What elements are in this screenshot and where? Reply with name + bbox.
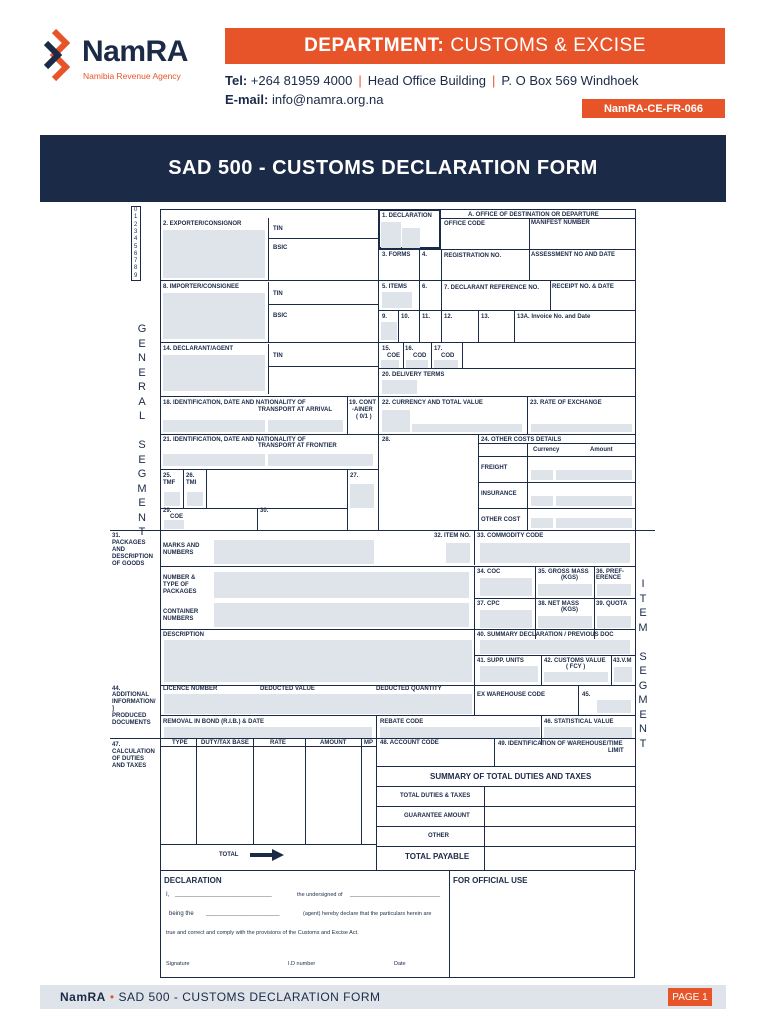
declarant-input[interactable] (163, 355, 265, 391)
vm-input[interactable] (614, 667, 632, 682)
segment-letter: E (639, 665, 647, 677)
f44-label-3: INFORMATION/ (112, 699, 156, 705)
currency-col-label: Currency (533, 447, 560, 453)
department-label: DEPARTMENT: (304, 35, 445, 56)
logo-name: NamRA (82, 35, 188, 68)
decl-line1-start: I, (166, 892, 170, 898)
copy-number: 1 (134, 214, 138, 221)
f12-label: 12. (444, 314, 453, 320)
copy-number: 6 (134, 250, 138, 257)
transport-frontier-id-input[interactable] (163, 454, 265, 466)
f36-label-2: ERENCE (596, 575, 622, 581)
transport-frontier-nat-input[interactable] (268, 454, 373, 466)
footer-title: SAD 500 - CUSTOMS DECLARATION FORM (118, 990, 381, 1004)
f20-label: 20. DELIVERY TERMS (382, 372, 445, 378)
segment-letter: R (138, 381, 146, 393)
type-col-label: TYPE (172, 740, 188, 746)
item-no-input[interactable] (446, 543, 470, 563)
f38-label-2: (KGS) (561, 607, 578, 613)
transport-arrival-nat-input[interactable] (268, 420, 343, 432)
quota-input[interactable] (597, 616, 631, 628)
f18-label-2: TRANSPORT AT ARRIVAL (258, 407, 332, 413)
f10-label: 10. (401, 314, 410, 320)
tmi-input[interactable] (187, 492, 203, 506)
other-currency-input[interactable] (531, 518, 553, 528)
declaration-input-1[interactable] (381, 222, 401, 248)
f45-label: 45. (582, 692, 591, 698)
f31-label-2: PACKAGES (112, 540, 146, 546)
f22-label: 22. CURRENCY AND TOTAL VALUE (382, 400, 483, 406)
f24-label: 24. OTHER COSTS DETAILS (481, 437, 562, 443)
f35-label-2: (KGS) (561, 575, 578, 581)
num-label-1: NUMBER & (163, 575, 196, 581)
f47-label-3: OF DUTIES (112, 756, 145, 762)
exporter-tin-label: TIN (273, 226, 283, 232)
f25-label-1: 25. (163, 473, 172, 479)
segment-letter: I (641, 578, 645, 590)
total-payable-label: TOTAL PAYABLE (405, 852, 470, 861)
f23-label: 23. RATE OF EXCHANGE (530, 400, 602, 406)
segment-letter: E (639, 607, 647, 619)
total-label: TOTAL (219, 852, 239, 858)
guarantee-label: GUARANTEE AMOUNT (404, 813, 470, 819)
copy-number: 4 (134, 236, 138, 243)
insurance-currency-input[interactable] (531, 496, 553, 506)
num-label-2: TYPE OF (163, 582, 189, 588)
container-input[interactable] (214, 603, 469, 627)
freight-amount-input[interactable] (556, 470, 632, 480)
signature-label: Signature (166, 961, 190, 967)
f28-label: 28. (382, 437, 391, 443)
description-input[interactable] (164, 640, 472, 682)
f18-label-1: 18. IDENTIFICATION, DATE AND NATIONALITY OF (163, 400, 306, 406)
f29-label-2: COE (170, 514, 184, 520)
f49-label-2: LIMIT (608, 748, 624, 754)
f19-label-1: 19. CONT (349, 400, 377, 406)
item-segment-label (637, 577, 649, 751)
insurance-label: INSURANCE (481, 491, 517, 497)
segment-letter: E (138, 453, 146, 466)
segment-letter: M (137, 482, 147, 495)
segment-letter: N (138, 511, 146, 524)
importer-input[interactable] (163, 293, 265, 339)
decl-line2-end: (agent) hereby declare that the particulars herein are (303, 911, 432, 917)
f21-label-1: 21. IDENTIFICATION, DATE AND NATIONALITY OF (163, 437, 306, 443)
copy-number-column (131, 206, 141, 281)
f41-label: 41. SUPP. UNITS (477, 658, 524, 664)
email-line (225, 92, 383, 107)
exchange-rate-input[interactable] (531, 424, 632, 432)
department-value: CUSTOMS & EXCISE (450, 35, 646, 56)
cpc-input[interactable] (480, 610, 532, 628)
f19-label-3: ( 0/1 ) (356, 414, 372, 420)
f1-label: 1. DECLARATION (382, 213, 432, 219)
decl-line3: true and correct and comply with the provisions of the Customs and Excise Act. (166, 930, 359, 936)
official-use-section (450, 870, 635, 978)
f31-label-3: AND (112, 547, 125, 553)
f42-label-1: 42. CUSTOMS VALUE (544, 658, 606, 664)
f40-label: 40. SUMMARY DECLARATION / PREVIOUS DOC (477, 632, 614, 638)
f44-label-5: PRODUCED (112, 713, 147, 719)
licence-label: LICENCE NUMBER (163, 686, 218, 692)
f27-label: 27. (350, 473, 359, 479)
f13-label: 13. (481, 314, 490, 320)
summary-declaration-input[interactable] (480, 640, 630, 654)
segment-letter: S (639, 650, 647, 663)
f42-label-2: ( FCY ) (566, 664, 586, 670)
other-label: OTHER (428, 833, 449, 839)
declarant-tin-label: TIN (273, 353, 283, 359)
address-box: P. O Box 569 Windhoek (501, 73, 639, 88)
f13a-label: 13A. Invoice No. and Date (517, 314, 591, 320)
preference-input[interactable] (597, 584, 631, 596)
f44-label-6: DOCUMENTS (112, 720, 151, 726)
copy-number: 0 (134, 207, 138, 213)
f25-label-2: TMF (163, 480, 176, 486)
f14-label: 14. DECLARANT/AGENT (163, 346, 234, 352)
f44-label-1: 44. (112, 686, 121, 692)
f9-label: 9. (382, 314, 388, 320)
f9-input[interactable] (381, 322, 397, 340)
f34-label: 34. COC (477, 569, 501, 575)
declaration-heading: DECLARATION (164, 876, 222, 885)
cod16-label: COD (413, 353, 427, 359)
segment-letter: G (638, 679, 648, 692)
f39-label: 39. QUOTA (596, 601, 628, 607)
cod17-input[interactable] (434, 360, 458, 368)
num-label-3: PACKAGES (163, 589, 197, 595)
f16-label: 16. (405, 346, 414, 352)
segment-letter (136, 424, 148, 439)
segment-letter: L (138, 410, 146, 422)
rebate-label: REBATE CODE (380, 719, 424, 725)
marks-input[interactable] (214, 540, 374, 564)
contact-line: Tel: +264 81959 4000 | Head Office Building | P. O Box 569 Windhoek (225, 73, 639, 88)
f11-label: 11. (422, 314, 431, 320)
f4-label: 4. (422, 252, 428, 258)
f46-label: 46. STATISTICAL VALUE (544, 719, 614, 725)
namra-logo (40, 25, 220, 85)
segment-letter: E (138, 366, 146, 379)
logo-subtitle: Namibia Revenue Agency (83, 71, 181, 81)
copy-number: 5 (134, 243, 138, 250)
segment-letter: G (137, 468, 147, 480)
cod16-input[interactable] (406, 360, 428, 368)
segment-letter: S (138, 439, 146, 451)
packages-input[interactable] (214, 572, 469, 598)
assessment-label: ASSESSMENT NO AND DATE (531, 252, 616, 258)
f2-label: 2. EXPORTER/CONSIGNOR (163, 221, 242, 227)
f27-input[interactable] (350, 484, 374, 508)
description-label: DESCRIPTION (163, 632, 205, 638)
ex-warehouse-label: EX WAREHOUSE CODE (477, 692, 546, 698)
f26-label-2: TMI (186, 480, 197, 486)
tel-value: +264 81959 4000 (250, 73, 353, 88)
delivery-terms-input[interactable] (382, 380, 417, 394)
f6-label: 6. (422, 284, 428, 290)
f35-label-1: 35. GROSS MASS (538, 569, 589, 575)
form-reference-badge: NamRA-CE-FR-066 (582, 99, 725, 118)
importer-tin-label: TIN (273, 291, 283, 297)
footer-brand: NamRA (60, 990, 106, 1004)
f38-label-1: 38. NET MASS (538, 601, 580, 607)
copy-number: 9 (134, 272, 138, 279)
mp-col-label: MP (364, 740, 373, 746)
f31-label-1: 31. (112, 533, 121, 539)
coe-input[interactable] (381, 360, 399, 368)
marks-label-1: MARKS AND (163, 543, 200, 549)
tel-label: Tel: (225, 73, 248, 88)
segment-letter: E (639, 708, 647, 721)
f8-label: 8. IMPORTER/CONSIGNEE (163, 284, 240, 290)
importer-bsic-label: BSIC (273, 313, 288, 319)
copy-number: 2 (134, 221, 138, 228)
segment-letter: A (138, 395, 146, 408)
f48-label: 48. ACCOUNT CODE (380, 740, 439, 746)
other-amount-input[interactable] (556, 518, 632, 528)
total-duties-label: TOTAL DUTIES & TAXES (400, 793, 471, 799)
f43-label: 43.V.M (613, 658, 632, 664)
copy-number: 3 (134, 228, 138, 235)
items-input[interactable] (382, 292, 412, 308)
f5-label: 5. ITEMS (382, 284, 408, 290)
general-segment-label (136, 322, 148, 540)
deducted-qty-label: DEDUCTED QUANTITY (376, 686, 442, 692)
transport-arrival-id-input[interactable] (163, 420, 265, 432)
decl-name-blank[interactable]: _____________________________ (175, 891, 272, 897)
f45-input[interactable] (597, 700, 631, 713)
insurance-amount-input[interactable] (556, 496, 632, 506)
f31-label-4: DESCRIPTION (112, 554, 154, 560)
footer: NamRA • SAD 500 - CUSTOMS DECLARATION FORM PAGE 1 (40, 985, 726, 1009)
f36-label-1: 36. PREF- (596, 569, 625, 575)
segment-letter: T (639, 592, 647, 605)
declaration-input-2[interactable] (402, 228, 420, 248)
summary-heading: SUMMARY OF TOTAL DUTIES AND TAXES (430, 772, 592, 781)
cod17-label: COD (441, 353, 455, 359)
f7-label: 7. DECLARANT REFERENCE NO. (444, 285, 540, 291)
f21-label-2: TRANSPORT AT FRONTIER (258, 443, 337, 449)
freight-currency-input[interactable] (531, 470, 553, 480)
commodity-code-input[interactable] (480, 543, 630, 563)
f33-label: 33. COMMODITY CODE (477, 533, 544, 539)
f44-label-4: ] (112, 706, 114, 712)
cont-label-2: NUMBERS (163, 616, 194, 622)
cont-label-1: CONTAINER (163, 609, 199, 615)
freight-label: FREIGHT (481, 465, 508, 471)
segment-letter: T (639, 737, 647, 750)
segment-letter: E (138, 497, 146, 509)
f15-label: 15. (382, 346, 391, 352)
customs-value-input[interactable] (544, 672, 608, 682)
segment-letter: N (639, 723, 647, 735)
address-building: Head Office Building (367, 73, 487, 88)
coc-input[interactable] (480, 578, 532, 596)
decl-line2-start: being the (169, 911, 194, 917)
f47-label-2: CALCULATION (112, 749, 155, 755)
f3-label: 3. FORMS (382, 252, 411, 258)
f19-label-2: -AINER (352, 407, 373, 413)
f29-label-1: 29. (163, 508, 172, 514)
segment-letter: E (138, 337, 146, 350)
arrow-right-icon (250, 849, 284, 861)
manifest-label: MANIFEST NUMBER (531, 220, 590, 226)
email-value: info@namra.org.na (271, 92, 384, 107)
official-use-heading: FOR OFFICIAL USE (453, 876, 528, 885)
f31-label-5: OF GOODS (112, 561, 145, 567)
marks-label-2: NUMBERS (163, 550, 194, 556)
removal-label: REMOVAL IN BOND (R.I.B.) & DATE (163, 719, 264, 725)
f37-label: 37. CPC (477, 601, 500, 607)
decl-line1-mid: the undersigned of (297, 892, 343, 898)
f17-label: 17. (434, 346, 443, 352)
decl-being-blank[interactable]: ______________________ (206, 910, 280, 916)
form-title: SAD 500 - CUSTOMS DECLARATION FORM (40, 135, 726, 202)
segment-letter (637, 635, 649, 650)
department-banner (225, 28, 725, 64)
currency-input[interactable] (382, 410, 410, 432)
rate-col-label: RATE (270, 740, 286, 746)
receipt-label: RECEIPT NO. & DATE (552, 284, 614, 290)
additional-info-input[interactable] (164, 694, 472, 714)
segment-letter: M (638, 694, 648, 706)
segment-letter: M (638, 621, 648, 634)
f47-label-4: AND TAXES (112, 763, 147, 769)
decl-of-blank[interactable]: ___________________________ (350, 891, 441, 897)
f49-label-1: 49. IDENTIFICATION OF WAREHOUSE/TIME (498, 741, 623, 747)
copy-number: 7 (134, 258, 138, 265)
net-mass-input[interactable] (538, 616, 592, 628)
f44-label-2: ADDITIONAL (112, 692, 149, 698)
segment-letter: T (138, 526, 146, 538)
f47-label-1: 47. (112, 742, 121, 748)
f30-label: 30. (260, 508, 269, 514)
registration-label: REGISTRATION NO. (444, 253, 502, 259)
amount-col-label-47: AMOUNT (320, 740, 347, 746)
page-number: PAGE 1 (668, 988, 712, 1006)
amount-col-label: Amount (590, 447, 613, 453)
exporter-input[interactable] (163, 230, 265, 278)
email-label: E-mail: (225, 92, 269, 107)
other-cost-label: OTHER COST (481, 517, 521, 523)
supp-units-input[interactable] (480, 666, 538, 682)
segment-letter: N (138, 352, 146, 364)
office-code-label: OFFICE CODE (444, 221, 486, 227)
tmf-input[interactable] (164, 492, 180, 506)
deducted-value-label: DEDUCTED VALUE (260, 686, 315, 692)
segment-letter: G (137, 323, 147, 335)
gross-mass-input[interactable] (538, 584, 592, 596)
namra-logo-mark-icon (40, 25, 80, 85)
coe29-input[interactable] (164, 520, 184, 529)
total-value-input[interactable] (412, 424, 522, 432)
date-label: Date (394, 961, 406, 967)
f26-label-1: 26. (186, 473, 195, 479)
f32-label: 32. ITEM NO. (434, 533, 471, 539)
coe-label: COE (387, 353, 401, 359)
exporter-bsic-label: BSIC (273, 245, 288, 251)
duty-base-col-label: DUTY/TAX BASE (201, 740, 249, 746)
copy-number: 8 (134, 265, 138, 272)
id-number-label: I.D number (288, 961, 316, 967)
fA-label: A. OFFICE OF DESTINATION OR DEPARTURE (468, 212, 599, 218)
